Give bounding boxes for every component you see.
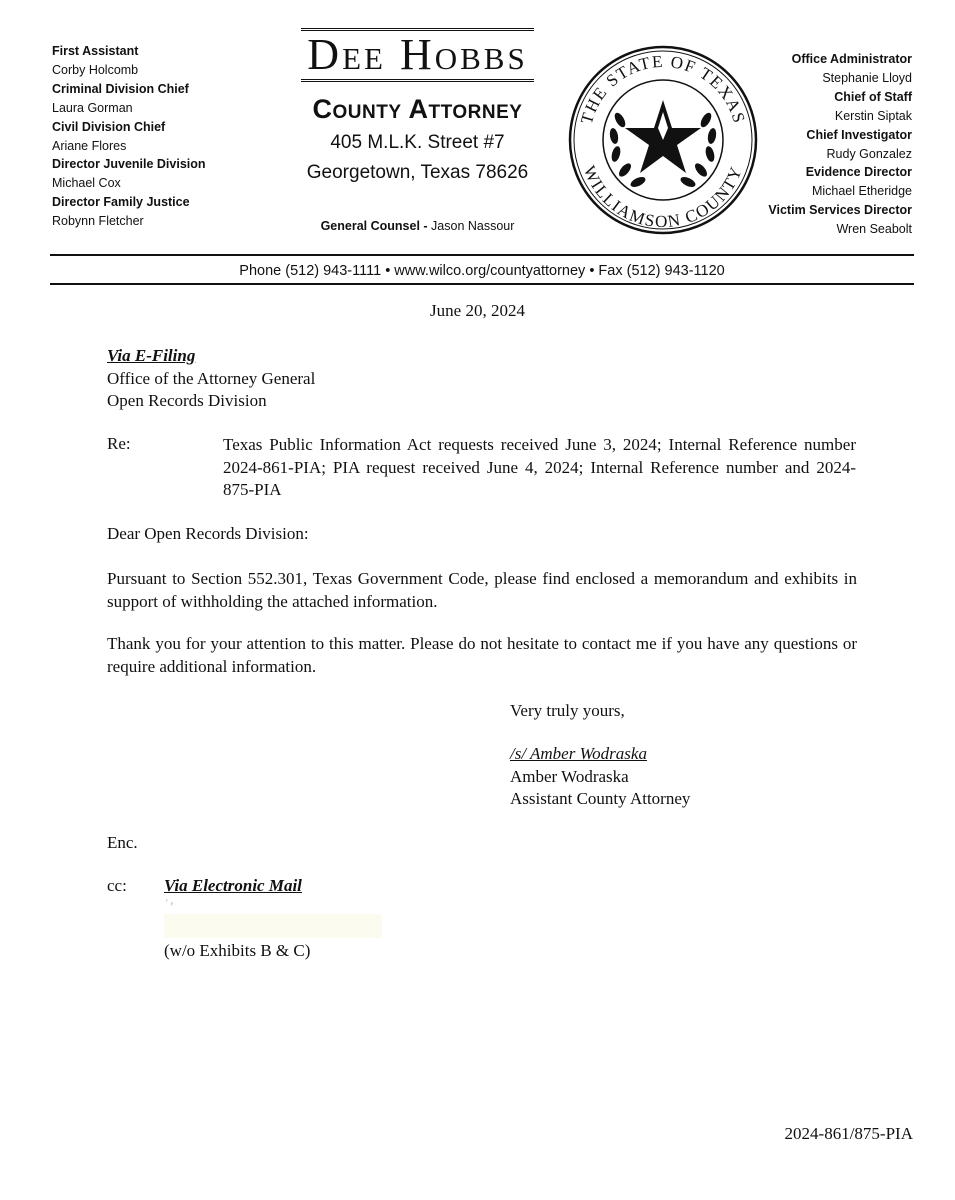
paragraph-2: Thank you for your attention to this matter. Please do not hesitate to contact me if you have any questions or require additional information. bbox=[107, 634, 857, 676]
staff-name: Kerstin Siptak bbox=[834, 108, 912, 123]
signer-title: Assistant County Attorney bbox=[510, 789, 691, 808]
re-label: Re: bbox=[107, 434, 131, 453]
cc-method: Via Electronic Mail bbox=[164, 876, 302, 895]
redaction-mark: ′ › bbox=[166, 898, 174, 908]
left-staff-list bbox=[52, 42, 252, 231]
general-counsel-label: General Counsel - bbox=[320, 219, 428, 233]
staff-title: Director Juvenile Division bbox=[52, 157, 206, 172]
cc-label: cc: bbox=[107, 876, 127, 895]
address-line-2: Georgetown, Texas 78626 bbox=[306, 162, 529, 183]
seal-text-top: THE STATE OF TEXAS bbox=[576, 51, 750, 127]
staff-name: Stephanie Lloyd bbox=[822, 70, 912, 85]
recipient-line-2: Open Records Division bbox=[107, 391, 267, 410]
cc-note: (w/o Exhibits B & C) bbox=[164, 941, 311, 960]
address-line-1: 405 M.L.K. Street #7 bbox=[330, 132, 505, 153]
staff-title: Chief Investigator bbox=[806, 127, 912, 142]
header-rule-top bbox=[50, 254, 914, 256]
contact-line: Phone (512) 943-1111 • www.wilco.org/countyattorney • Fax (512) 943-1120 bbox=[239, 263, 725, 279]
closing: Very truly yours, bbox=[510, 701, 625, 720]
staff-title: Evidence Director bbox=[805, 165, 912, 180]
general-counsel bbox=[250, 219, 585, 233]
enclosure: Enc. bbox=[107, 833, 138, 852]
staff-title: First Assistant bbox=[52, 44, 139, 58]
staff-name: Michael Cox bbox=[52, 176, 121, 191]
letter-date: June 20, 2024 bbox=[430, 301, 525, 320]
paragraph-1: Pursuant to Section 552.301, Texas Government Code, please find enclosed a memorandum and exhibits in support of withholding the attached information. bbox=[107, 569, 857, 611]
header-rule-bottom bbox=[50, 283, 914, 285]
staff-name: Corby Holcomb bbox=[52, 62, 139, 77]
salutation: Dear Open Records Division: bbox=[107, 524, 309, 543]
general-counsel-name: Jason Nassour bbox=[431, 219, 515, 233]
staff-name: Robynn Fletcher bbox=[52, 214, 144, 229]
letterhead-brand: Dee Hobbs bbox=[301, 28, 533, 82]
letterhead bbox=[250, 28, 585, 233]
staff-title: Victim Services Director bbox=[768, 203, 912, 218]
staff-title: Director Family Justice bbox=[52, 195, 190, 210]
re-text: Texas Public Information Act requests received June 3, 2024; Internal Reference number 2024-861-PIA; PIA request received June 4, 2024; Internal Reference number and 2024-875-PIA bbox=[223, 435, 856, 499]
recipient-block bbox=[107, 345, 857, 413]
signature-block bbox=[510, 743, 690, 811]
seal-text-bottom: WILLIAMSON COUNTY bbox=[579, 162, 747, 232]
staff-name: Michael Etheridge bbox=[811, 184, 912, 199]
delivery-method: Via E-Filing bbox=[107, 346, 196, 365]
staff-title: Chief of Staff bbox=[834, 89, 912, 104]
redacted-recipient bbox=[164, 914, 382, 938]
recipient-line-1: Office of the Attorney General bbox=[107, 368, 316, 388]
document-reference: 2024-861/875-PIA bbox=[784, 1124, 913, 1143]
staff-name: Laura Gorman bbox=[52, 100, 133, 115]
signer-name: Amber Wodraska bbox=[510, 766, 629, 786]
staff-title: Office Administrator bbox=[791, 52, 912, 66]
staff-title: Criminal Division Chief bbox=[52, 81, 189, 96]
staff-name: Ariane Flores bbox=[52, 138, 127, 153]
staff-name: Wren Seabolt bbox=[836, 222, 912, 237]
signature: /s/ Amber Wodraska bbox=[510, 744, 647, 763]
staff-name: Rudy Gonzalez bbox=[826, 146, 912, 161]
staff-title: Civil Division Chief bbox=[52, 119, 166, 134]
office-title: County Attorney bbox=[312, 94, 523, 124]
right-staff-list bbox=[712, 50, 912, 239]
